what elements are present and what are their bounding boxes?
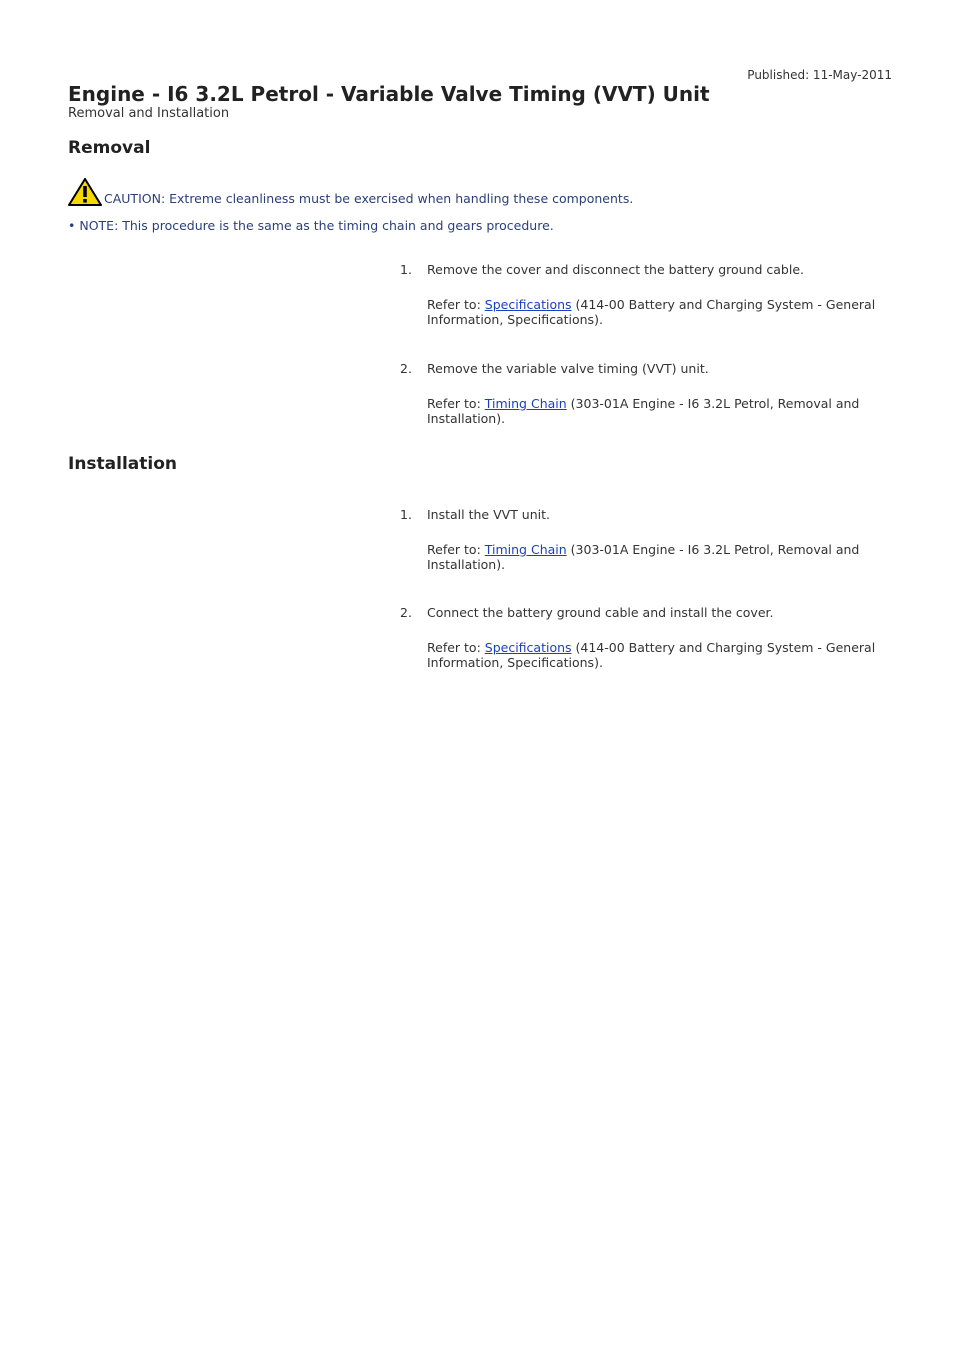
step-reference (427, 297, 877, 327)
step-text: Remove the cover and disconnect the battery ground cable. (427, 262, 805, 277)
step-text: Install the VVT unit. (427, 507, 550, 522)
refer-suffix: (303-01A Engine - I6 3.2L Petrol, Removal and Installation). (427, 542, 860, 572)
refer-prefix: Refer to: (427, 542, 485, 557)
step-number: 2. (400, 361, 412, 376)
timing-chain-link[interactable]: Timing Chain (484, 542, 567, 557)
refer-suffix: (414-00 Battery and Charging System - General Information, Specifications). (427, 297, 876, 327)
refer-suffix: (414-00 Battery and Charging System - General Information, Specifications). (427, 640, 876, 670)
refer-prefix: Refer to: (427, 297, 485, 312)
page-subtitle: Removal and Installation (68, 106, 230, 121)
installation-heading: Installation (68, 454, 178, 474)
step-text: Remove the variable valve timing (VVT) unit. (427, 361, 709, 376)
caution-text: CAUTION: Extreme cleanliness must be exercised when handling these components. (104, 191, 634, 206)
refer-prefix: Refer to: (427, 640, 485, 655)
page-title: Engine - I6 3.2L Petrol - Variable Valve Timing (VVT) Unit (68, 82, 710, 106)
step-reference (427, 396, 877, 426)
refer-prefix: Refer to: (427, 396, 485, 411)
specifications-link[interactable]: Specifications (484, 640, 572, 655)
note-text: • NOTE: This procedure is the same as the timing chain and gears procedure. (68, 218, 554, 233)
step-number: 2. (400, 605, 412, 620)
warning-triangle-icon (68, 178, 102, 206)
step-reference (427, 640, 877, 670)
published-date: Published: 11-May-2011 (747, 68, 892, 82)
step-number: 1. (400, 262, 412, 277)
caution-block (68, 178, 633, 206)
removal-heading: Removal (68, 138, 151, 158)
refer-suffix: (303-01A Engine - I6 3.2L Petrol, Removal and Installation). (427, 396, 860, 426)
step-text: Connect the battery ground cable and install the cover. (427, 605, 774, 620)
timing-chain-link[interactable]: Timing Chain (484, 396, 567, 411)
specifications-link[interactable]: Specifications (484, 297, 572, 312)
step-number: 1. (400, 507, 412, 522)
step-reference (427, 542, 877, 572)
